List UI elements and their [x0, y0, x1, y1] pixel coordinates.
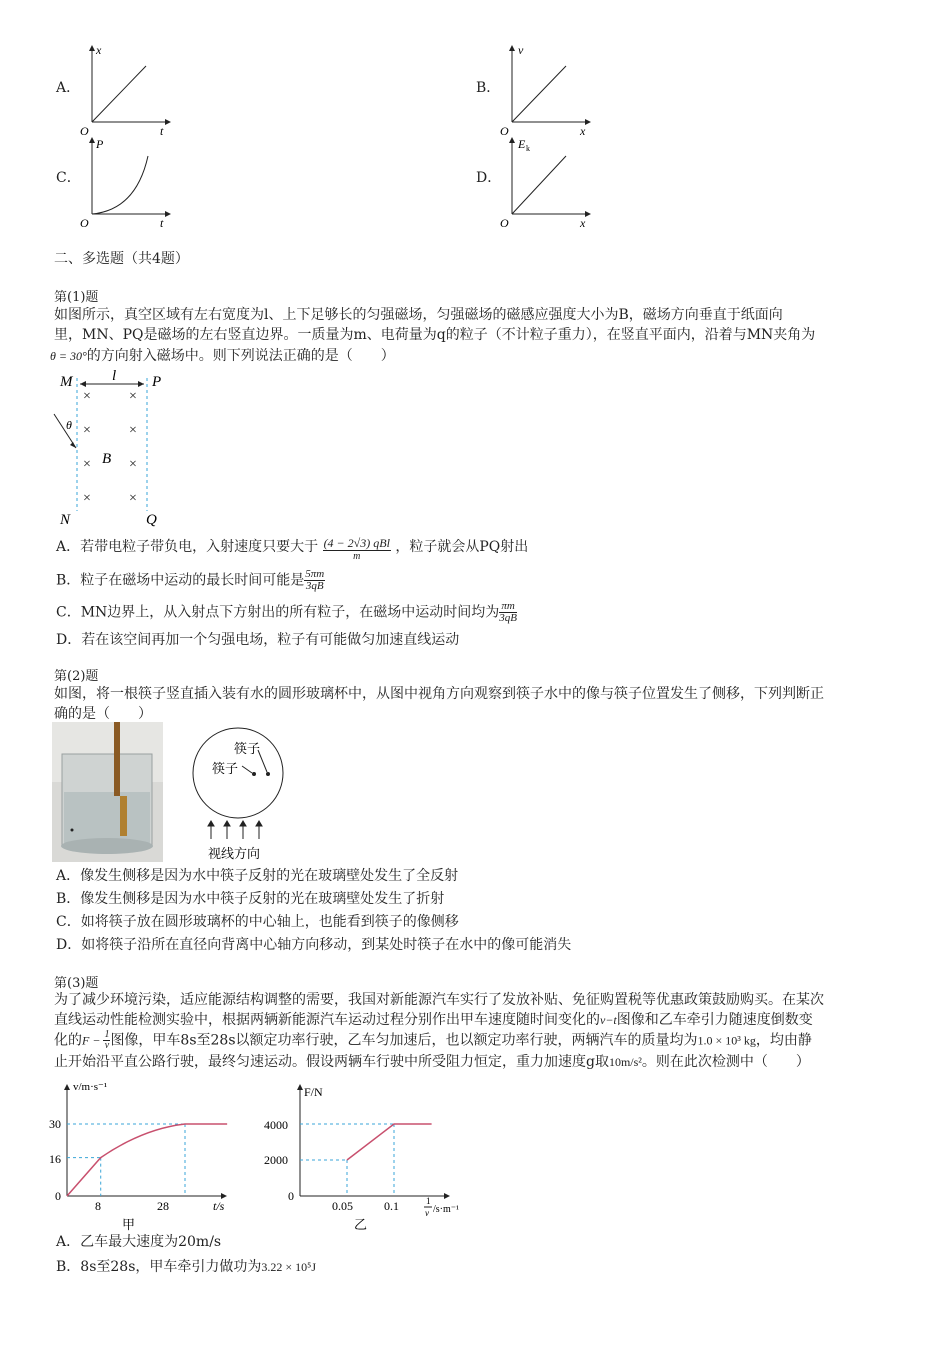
a-x-label: t — [160, 124, 164, 137]
svg-text:×: × — [83, 389, 91, 404]
option-a-graph — [78, 42, 178, 137]
svg-text:×: × — [129, 491, 137, 506]
b-origin: O — [500, 124, 509, 137]
q3-optB-math: 3.22 × 10⁵J — [261, 1260, 317, 1274]
field-crosses — [83, 389, 137, 506]
c-origin: O — [80, 216, 89, 229]
q1-optB-text: B．粒子在磁场中运动的最长时间可能是 — [56, 572, 305, 589]
q3-line2-pre: 直线运动性能检测实验中，根据两辆新能源汽车运动过程分别作出甲车速度随时间变化的 — [54, 1012, 600, 1028]
b-x-label: x — [580, 124, 586, 137]
option-d-label: D． — [476, 170, 502, 186]
jia-xtick-28: 28 — [157, 1199, 169, 1213]
glass-photo — [52, 722, 163, 862]
label-m: M — [60, 374, 73, 390]
option-b-label: B． — [476, 80, 501, 96]
series-line-yi — [347, 1124, 432, 1160]
q3-option-b[interactable] — [56, 1257, 316, 1277]
option-d-graph — [498, 134, 598, 229]
yi-xlabel-num: 1 — [426, 1196, 431, 1206]
q1-optA-pre: A．若带电粒子带负电，入射速度只要大于 — [56, 539, 319, 555]
svg-text:×: × — [83, 491, 91, 506]
q2-option-c[interactable]: C．如将筷子放在圆形玻璃杯的中心轴上，也能看到筷子的像侧移 — [56, 914, 459, 930]
label-theta: θ — [66, 418, 72, 432]
yi-ytick-0: 0 — [288, 1189, 294, 1203]
q3-option-a[interactable]: A．乙车最大速度为20m/s — [56, 1234, 222, 1250]
q1-optA-frac: $\frac{\text{(4 − 2√3) qBl}}{m}$ — [323, 536, 390, 562]
q3-number: 第(3)题 — [54, 976, 99, 991]
yi-xlabel: /s·m⁻¹ — [433, 1204, 460, 1215]
fig-label-chopstick-2: 筷子 — [212, 761, 239, 776]
option-c-label: C． — [56, 170, 81, 186]
b-y-label: v — [518, 43, 524, 57]
option-a-label: A． — [56, 80, 81, 96]
svg-text:×: × — [129, 457, 137, 472]
option-c-graph — [78, 134, 178, 229]
q3-line4-pre: 止开始沿平直公路行驶，最终匀速运动。假设两辆车行驶中所受阻力恒定，重力加速度g取 — [54, 1054, 609, 1070]
yi-xtick-005: 0.05 — [332, 1199, 353, 1213]
q2-option-a[interactable]: A．像发生侧移是因为水中筷子反射的光在玻璃壁处发生了全反射 — [56, 868, 459, 884]
fig-caption-sight: 视线方向 — [208, 846, 261, 861]
q1-optC-frac: $\frac{\pi m}{3qB}$ — [499, 600, 518, 624]
q3-line3-F: F − — [82, 1033, 104, 1048]
q1-line2: 里，MN、PQ是磁场的左右竖直边界。一质量为m、电荷量为q的粒子（不计粒子重力），在竖直平面内，沿着与MN夹角为 — [54, 327, 816, 343]
q1-line3: 的方向射入磁场中。则下列说法正确的是（ ） — [86, 348, 395, 364]
q3-line2-math: v−t — [600, 1013, 617, 1027]
jia-xlabel: t/s — [213, 1199, 225, 1213]
q1-option-a[interactable] — [56, 536, 528, 566]
q3-line3-post: ，均由静 — [755, 1032, 812, 1049]
d-y-label: E — [518, 137, 526, 151]
q3-line2-post: 图像和乙车牵引力随速度倒数变 — [616, 1012, 813, 1028]
q1-optB-frac: $\frac{5\pi m}{3qB}$ — [305, 568, 325, 592]
d-y-sub: k — [526, 144, 530, 153]
q2-option-d[interactable]: D．如将筷子沿所在直径向背离中心轴方向移动，到某处时筷子在水中的像可能消失 — [56, 937, 572, 953]
q3-line3-mid: 图像，甲车8s至28s以额定功率行驶，乙车匀加速后，也以额定功率行驶，两辆汽车的质量均为 — [110, 1032, 698, 1049]
a-origin: O — [80, 124, 89, 137]
label-q: Q — [146, 512, 157, 528]
q2-option-b[interactable]: B．像发生侧移是因为水中筷子反射的光在玻璃壁处发生了折射 — [56, 891, 445, 907]
jia-caption: 甲 — [122, 1217, 136, 1232]
q1-theta: θ = 30° — [50, 349, 87, 363]
jia-ytick-0: 0 — [55, 1189, 61, 1203]
label-n: N — [60, 512, 71, 528]
q2-line1: 如图，将一根筷子竖直插入装有水的圆形玻璃杯中，从图中视角方向观察到筷子水中的像与筷子位置发生了侧移，下列判断正 — [54, 686, 824, 702]
q3-line4-post: 。则在此次检测中（ ） — [641, 1054, 810, 1070]
d-x-label: x — [580, 216, 586, 229]
series-line-jia — [67, 1124, 227, 1196]
q1-number: 第(1)题 — [54, 290, 99, 305]
q1-option-c[interactable] — [56, 601, 517, 627]
svg-text:×: × — [129, 423, 137, 438]
q3-line3-pre: 化的 — [54, 1032, 82, 1049]
jia-ytick-16: 16 — [49, 1152, 61, 1166]
chart-yi — [258, 1074, 478, 1232]
q1-magnetic-field-figure — [50, 366, 180, 531]
chopstick-diagram — [190, 725, 290, 865]
c-y-label: P — [96, 137, 104, 151]
svg-text:×: × — [83, 423, 91, 438]
jia-xtick-8: 8 — [95, 1199, 101, 1213]
yi-ylabel: F/N — [304, 1085, 323, 1099]
jia-ytick-30: 30 — [49, 1117, 61, 1131]
yi-ytick-4000: 4000 — [264, 1118, 288, 1132]
chart-jia — [45, 1074, 245, 1232]
option-b-graph — [498, 42, 598, 137]
yi-xtick-01: 0.1 — [384, 1199, 399, 1213]
d-origin: O — [500, 216, 509, 229]
svg-text:×: × — [129, 389, 137, 404]
fig-label-chopstick-1: 筷子 — [234, 741, 261, 756]
q3-line4-g: 10m/s² — [608, 1055, 642, 1069]
q2-number: 第(2)题 — [54, 669, 99, 684]
c-x-label: t — [160, 216, 164, 229]
yi-xlabel-den: v — [425, 1208, 429, 1218]
label-b: B — [102, 451, 112, 467]
jia-ylabel: v/m·s⁻¹ — [73, 1081, 108, 1093]
q2-line2: 确的是（ ） — [54, 706, 152, 722]
q1-optA-post: ，粒子就会从PQ射出 — [395, 539, 529, 555]
yi-caption: 乙 — [354, 1217, 368, 1232]
sight-arrows — [208, 821, 262, 839]
q1-optC-text: C．MN边界上，从入射点下方射出的所有粒子，在磁场中运动时间均为 — [56, 604, 500, 621]
q1-line1: 如图所示，真空区域有左右宽度为l、上下足够长的匀强磁场，匀强磁场的磁感应强度大小为B，磁场方向垂直于纸面向 — [54, 307, 783, 323]
q3-line3-mass: 1.0 × 10³ kg — [697, 1033, 756, 1048]
q3-line1: 为了减少环境污染，适应能源结构调整的需要，我国对新能源汽车实行了发放补贴、免征购置税等优惠政策鼓励购买。在某次 — [54, 992, 824, 1008]
section-title: 二、多选题（共4题） — [54, 251, 189, 267]
q3-optB-pre: B．8s至28s，甲车牵引力做功为 — [56, 1259, 262, 1275]
label-l: l — [112, 368, 117, 384]
label-p: P — [152, 374, 162, 390]
q1-option-d[interactable]: D．若在该空间再加一个匀强电场，粒子有可能做匀加速直线运动 — [56, 632, 460, 648]
q3-line3-frac: $\frac{1}{v}$ — [104, 1029, 110, 1051]
q1-option-b[interactable] — [56, 569, 325, 595]
a-y-label: x — [96, 43, 102, 57]
yi-ytick-2000: 2000 — [264, 1153, 288, 1167]
svg-text:×: × — [83, 457, 91, 472]
